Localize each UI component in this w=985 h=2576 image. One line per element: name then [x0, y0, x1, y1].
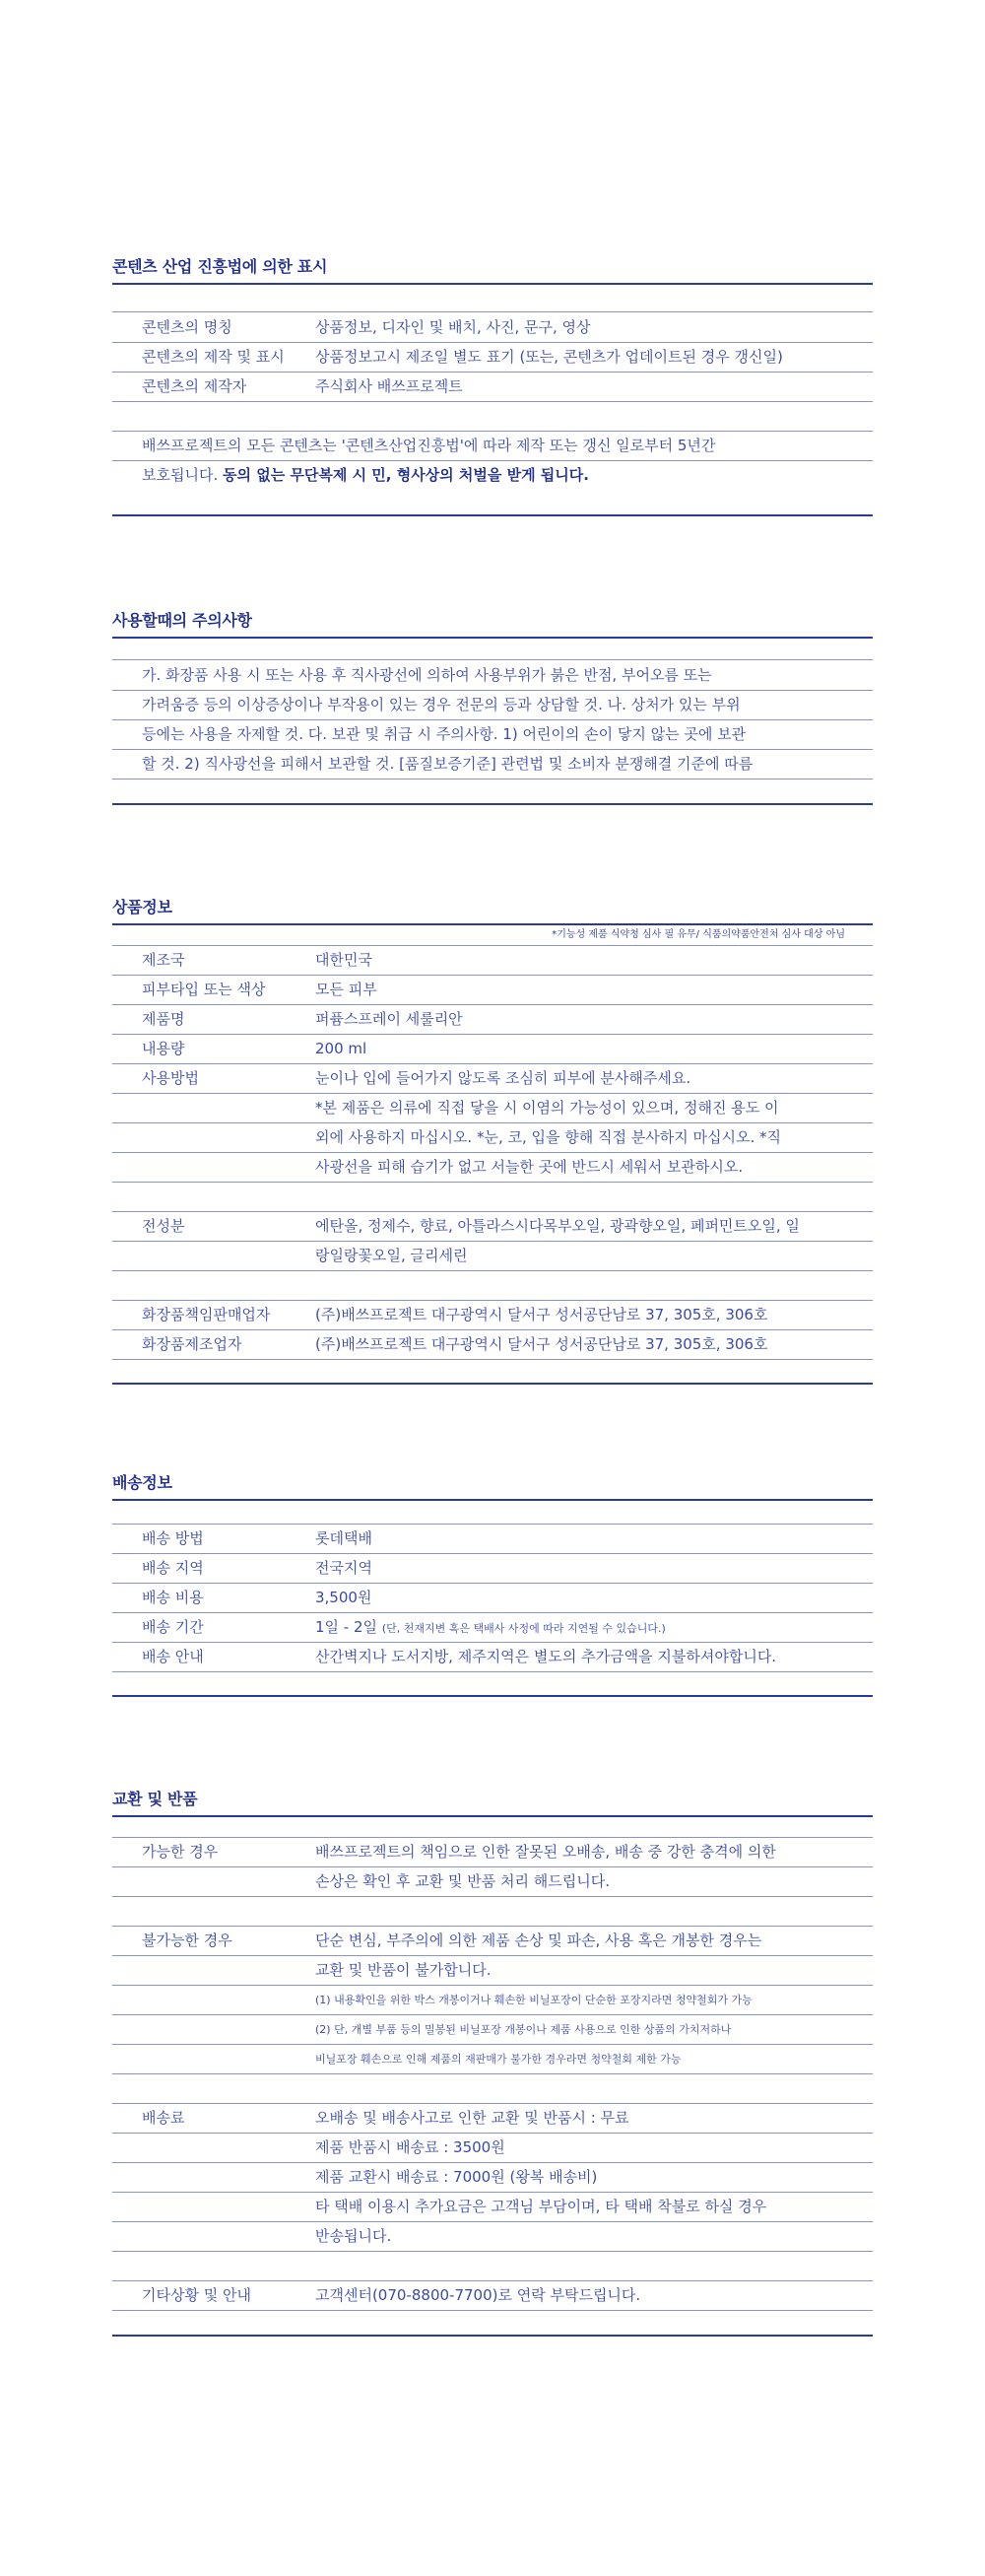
- product-row-seller: [112, 1301, 873, 1329]
- shipping-title: 배송정보: [112, 1470, 873, 1501]
- shipping-row-region: [112, 1554, 873, 1583]
- row-label: 사용방법: [142, 1069, 199, 1087]
- row-value: 전국지역: [315, 1559, 372, 1577]
- product-row-volume: [112, 1035, 873, 1063]
- section-bottom-rule: [112, 2335, 873, 2337]
- row-label: 콘텐츠의 제작 및 표시: [142, 348, 285, 366]
- row-value: 사광선을 피해 습기가 없고 서늘한 곳에 반드시 세워서 보관하시오.: [315, 1158, 744, 1176]
- divider: [112, 659, 873, 660]
- row-value: (2) 단, 개별 부품 등의 밀봉된 비닐포장 개봉이나 제품 사용으로 인한 상품의 가치저하나: [315, 2023, 732, 2036]
- shipping-row-guide: [112, 1643, 873, 1671]
- caution-line: 가려움증 등의 이상증상이나 부작용이 있는 경우 전문의 등과 상담할 것. 나. 상처가 있는 부위: [142, 696, 741, 713]
- row-value: 단순 변심, 부주의에 의한 제품 손상 및 파손, 사용 혹은 개봉한 경우는: [315, 1932, 762, 1949]
- section-bottom-rule: [112, 514, 873, 516]
- row-label: 콘텐츠의 명칭: [142, 318, 232, 336]
- row-label: 가능한 경우: [142, 1843, 219, 1861]
- row-value: 반송됩니다.: [315, 2227, 392, 2245]
- product-row-name: [112, 1005, 873, 1034]
- row-value: 오배송 및 배송사고로 인한 교환 및 반품시 : 무료: [315, 2109, 629, 2127]
- section-bottom-rule: [112, 1695, 873, 1697]
- row-value: 눈이나 입에 들어가지 않도록 조심히 피부에 분사해주세요.: [315, 1069, 691, 1087]
- content-law-title: 콘텐츠 산업 진흥법에 의한 표시: [112, 254, 873, 285]
- row-label: 배송 방법: [142, 1529, 204, 1547]
- row-value: 주식회사 배쓰프로젝트: [315, 377, 463, 395]
- content-row-producer: [112, 373, 873, 401]
- caution-line: 할 것. 2) 직사광선을 피해서 보관할 것. [품질보증기준] 관련법 및 소비자 분쟁해결 기준에 따름: [142, 755, 754, 773]
- row-label: 배송 기간: [142, 1618, 204, 1636]
- exchange-row-impossible: [112, 1927, 873, 1955]
- product-row-ingredients-cont: [112, 1242, 873, 1270]
- row-value: 에탄올, 정제수, 향료, 아틀라스시다목부오일, 광곽향오일, 페퍼민트오일, 일: [315, 1217, 800, 1235]
- content-row-production: [112, 343, 873, 372]
- divider: [112, 1270, 873, 1271]
- row-value: 비닐포장 훼손으로 인해 제품의 재판매가 불가한 경우라면 청약철회 제한 가능: [315, 2053, 682, 2066]
- caution-section: [112, 608, 873, 810]
- row-label: 불가능한 경우: [142, 1932, 232, 1949]
- row-value: 퍼퓸스프레이 세룰리안: [315, 1010, 463, 1028]
- row-label: 피부타입 또는 색상: [142, 981, 266, 998]
- row-label: 내용량: [142, 1040, 185, 1057]
- shipping-row-cost: [112, 1584, 873, 1612]
- shipping-section: [112, 1470, 873, 1702]
- content-row-name: [112, 313, 873, 342]
- divider: [112, 1359, 873, 1360]
- product-note: *기능성 제품 식약청 심사 필 유무/ 식품의약품안전처 심사 대상 아님: [552, 929, 845, 940]
- row-value: (1) 내용확인을 위한 박스 개봉이거나 훼손한 비닐포장이 단순한 포장지라면 청약철회가 가능: [315, 1994, 753, 2006]
- row-value: 롯데택배: [315, 1529, 372, 1547]
- row-value: 3,500원: [315, 1589, 372, 1606]
- shipping-row-method: [112, 1525, 873, 1553]
- row-value: 고객센터(070-8800-7700)로 연락 부탁드립니다.: [315, 2286, 641, 2304]
- notice-normal: 보호됩니다.: [142, 466, 223, 484]
- product-row-skin: [112, 976, 873, 1004]
- divider: [112, 1896, 873, 1897]
- row-label: 배송 안내: [142, 1648, 204, 1665]
- exchange-row-possible-cont: [112, 1867, 873, 1896]
- exchange-row-etc: [112, 2281, 873, 2310]
- period-value: 1일 - 2일: [315, 1618, 378, 1636]
- exchange-row-possible: [112, 1838, 873, 1866]
- product-section: [112, 895, 873, 1388]
- row-label: 기타상황 및 안내: [142, 2286, 251, 2304]
- row-value: 제품 반품시 배송료 : 3500원: [315, 2138, 505, 2156]
- caution-line: 가. 화장품 사용 시 또는 사용 후 직사광선에 의하여 사용부위가 붉은 반점, 부어오름 또는: [142, 666, 712, 684]
- row-value: [315, 1613, 666, 1643]
- divider: [112, 779, 873, 780]
- exchange-section: [112, 1787, 873, 2343]
- product-row-country: [112, 946, 873, 975]
- row-value: 대한민국: [315, 951, 372, 969]
- row-value: 외에 사용하지 마십시오. *눈, 코, 입을 향해 직접 분사하지 마십시오. *직: [315, 1128, 781, 1146]
- notice-line: [142, 461, 871, 490]
- shipping-row-period: [112, 1613, 873, 1642]
- row-label: 배송료: [142, 2109, 185, 2127]
- exchange-row-fee-cont: [112, 2193, 873, 2221]
- row-value: 모든 피부: [315, 981, 377, 998]
- product-row-maker: [112, 1330, 873, 1359]
- row-value: 제품 교환시 배송료 : 7000원 (왕복 배송비): [315, 2168, 598, 2186]
- row-label: 콘텐츠의 제작자: [142, 377, 247, 395]
- row-label: 화장품제조업자: [142, 1335, 242, 1353]
- content-law-section: [112, 254, 873, 520]
- row-label: 배송 비용: [142, 1589, 204, 1606]
- caution-title: 사용할때의 주의사항: [112, 608, 873, 639]
- product-row-usage: [112, 1064, 873, 1093]
- product-row-ingredients: [112, 1212, 873, 1241]
- row-value: 상품정보, 디자인 및 배치, 사진, 문구, 영상: [315, 318, 591, 336]
- exchange-row-note: [112, 1986, 873, 2014]
- exchange-title: 교환 및 반품: [112, 1787, 873, 1817]
- exchange-row-fee-cont: [112, 2163, 873, 2192]
- exchange-row-note: [112, 2015, 873, 2044]
- exchange-row-fee-cont: [112, 2222, 873, 2251]
- row-value: 손상은 확인 후 교환 및 반품 처리 해드립니다.: [315, 1872, 610, 1890]
- caution-line: 등에는 사용을 자제할 것. 다. 보관 및 취급 시 주의사항. 1) 어린이의 손이 닿지 않는 곳에 보관: [142, 725, 747, 743]
- period-note: (단, 천재지변 혹은 택배사 사정에 따라 지연될 수 있습니다.): [381, 1622, 666, 1635]
- notice-line: 배쓰프로젝트의 모든 콘텐츠는 '콘텐츠산업진흥법'에 따라 제작 또는 갱신 일로부터 5년간: [142, 437, 716, 454]
- divider: [112, 1671, 873, 1672]
- section-bottom-rule: [112, 803, 873, 805]
- exchange-row-fee-cont: [112, 2134, 873, 2162]
- exchange-row-impossible-cont: [112, 1956, 873, 1985]
- row-value: 교환 및 반품이 불가합니다.: [315, 1961, 492, 1979]
- divider: [112, 2251, 873, 2252]
- divider: [112, 1182, 873, 1183]
- product-row-usage-cont: [112, 1094, 873, 1122]
- row-value: (주)배쓰프로젝트 대구광역시 달서구 성서공단남로 37, 305호, 306호: [315, 1335, 768, 1353]
- row-value: 배쓰프로젝트의 책임으로 인한 잘못된 오배송, 배송 중 강한 충격에 의한: [315, 1843, 776, 1861]
- row-value: 타 택배 이용시 추가요금은 고객님 부담이며, 타 택배 착불로 하실 경우: [315, 2198, 767, 2215]
- row-value: 랑일랑꽃오일, 글리세린: [315, 1247, 468, 1264]
- product-row-usage-cont: [112, 1123, 873, 1152]
- row-label: 배송 지역: [142, 1559, 204, 1577]
- product-row-usage-cont: [112, 1153, 873, 1182]
- divider: [112, 311, 873, 312]
- exchange-row-fee: [112, 2104, 873, 2133]
- divider: [112, 2310, 873, 2311]
- exchange-row-note: [112, 2045, 873, 2073]
- row-value: 상품정보고시 제조일 별도 표기 (또는, 콘텐츠가 업데이트된 경우 갱신일): [315, 348, 783, 366]
- row-value: 200 ml: [315, 1040, 367, 1057]
- row-value: *본 제품은 의류에 직접 닿을 시 이염의 가능성이 있으며, 정해진 용도 이: [315, 1099, 779, 1117]
- notice-bold: 동의 없는 무단복제 시 민, 형사상의 처벌을 받게 됩니다.: [223, 466, 589, 484]
- row-label: 제품명: [142, 1010, 185, 1028]
- section-bottom-rule: [112, 1383, 873, 1385]
- row-value: 산간벽지나 도서지방, 제주지역은 별도의 추가금액을 지불하셔야합니다.: [315, 1648, 777, 1665]
- row-label: 화장품책임판매업자: [142, 1306, 271, 1323]
- product-title: 상품정보: [112, 895, 873, 925]
- row-label: 제조국: [142, 951, 185, 969]
- row-label: 전성분: [142, 1217, 185, 1235]
- row-value: (주)배쓰프로젝트 대구광역시 달서구 성서공단남로 37, 305호, 306호: [315, 1306, 768, 1323]
- divider: [112, 2073, 873, 2074]
- divider: [112, 401, 873, 402]
